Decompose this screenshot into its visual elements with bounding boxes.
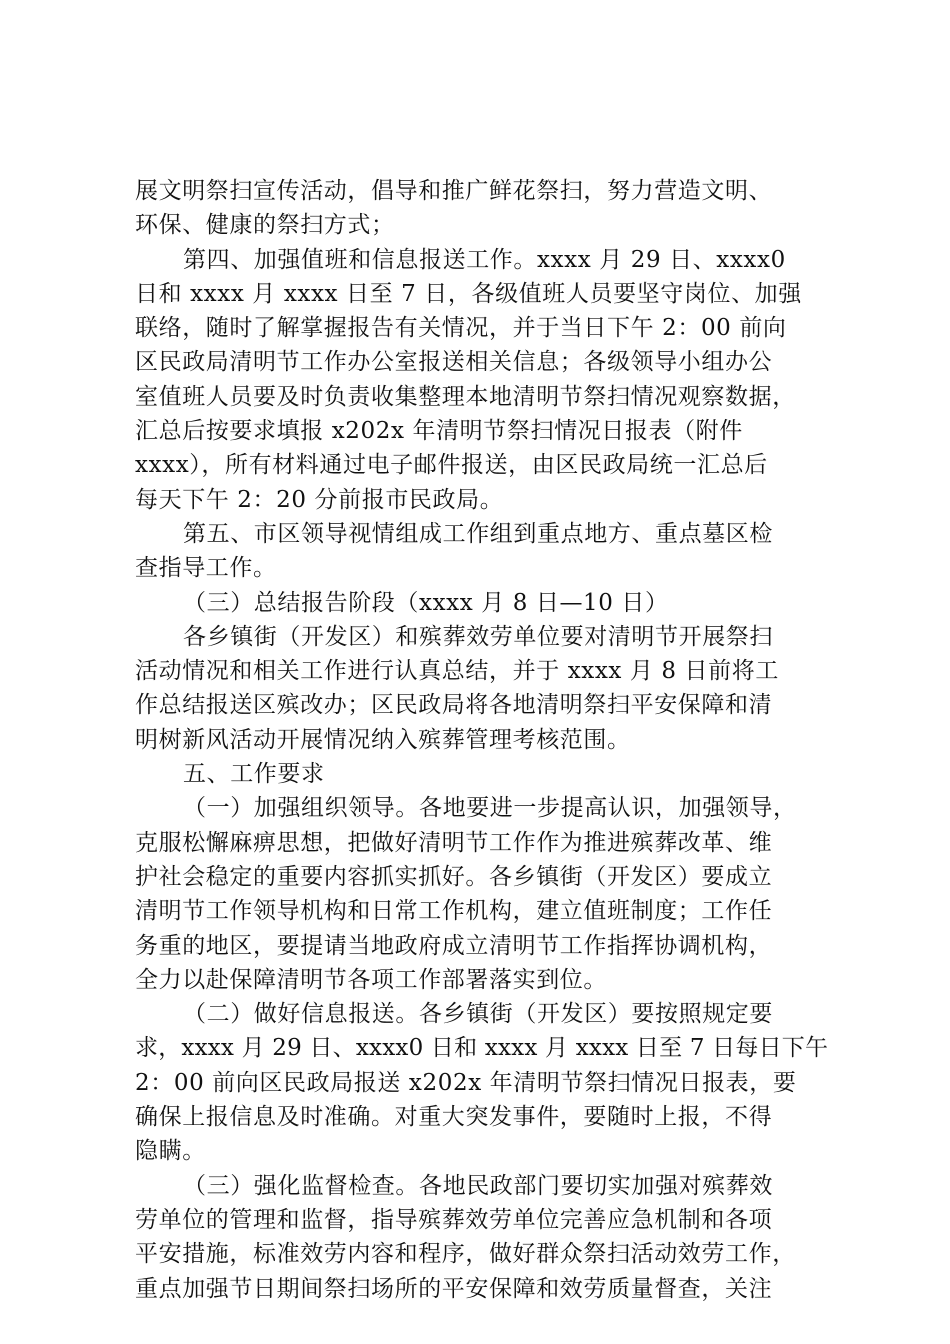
text-line: 明树新风活动开展情况纳入殡葬管理考核范围。 — [135, 726, 631, 753]
text-line: 清明节工作领导机构和日常工作机构，建立值班制度；工作任 — [135, 898, 773, 925]
text-line: 汇总后按要求填报 x202x 年清明节祭扫情况日报表（附件 — [135, 418, 743, 445]
text-line: 克服松懈麻痹思想，把做好清明节工作作为推进殡葬改革、维 — [135, 829, 773, 856]
text-line: 环保、健康的祭扫方式； — [135, 212, 395, 239]
text-line: 查指导工作。 — [135, 555, 277, 582]
paragraph-start-line: 第四、加强值班和信息报送工作。xxxx 月 29 日、xxxx0 — [183, 246, 786, 273]
text-line: 活动情况和相关工作进行认真总结，并于 xxxx 月 8 日前将工 — [135, 658, 779, 685]
text-line: 作总结报送区殡改办；区民政局将各地清明祭扫平安保障和清 — [135, 692, 773, 719]
text-line: 确保上报信息及时准确。对重大突发事件，要随时上报，不得 — [135, 1104, 773, 1131]
text-line: 隐瞒。 — [135, 1138, 206, 1165]
text-line: 每天下午 2：20 分前报市民政局。 — [135, 486, 504, 513]
paragraph-start-line: 各乡镇街（开发区）和殡葬效劳单位要对清明节开展祭扫 — [183, 623, 773, 650]
text-line: 求，xxxx 月 29 日、xxxx0 日和 xxxx 月 xxxx 日至 7 日每日下午 — [135, 1035, 829, 1062]
text-line: 联络，随时了解掌握报告有关情况，并于当日下午 2：00 前向 — [135, 315, 787, 342]
section-heading: （三）总结报告阶段（xxxx 月 8 日—10 日） — [183, 589, 669, 616]
section-heading: 五、工作要求 — [183, 761, 325, 788]
document-body — [135, 174, 830, 1306]
text-line: 全力以赴保障清明节各项工作部署落实到位。 — [135, 966, 607, 993]
text-line: xxxx），所有材料通过电子邮件报送，由区民政局统一汇总后 — [135, 452, 768, 479]
paragraph-start-line: （一）加强组织领导。各地要进一步提高认识，加强领导， — [183, 795, 797, 822]
text-line: 展文明祭扫宣传活动，倡导和推广鲜花祭扫，努力营造文明、 — [135, 178, 773, 204]
paragraph-start-line: （二）做好信息报送。各乡镇街（开发区）要按照规定要 — [183, 1001, 773, 1028]
text-line: 室值班人员要及时负责收集整理本地清明节祭扫情况观察数据， — [135, 383, 796, 410]
text-line: 平安措施，标准效劳内容和程序，做好群众祭扫活动效劳工作， — [135, 1241, 796, 1268]
text-line: 重点加强节日期间祭扫场所的平安保障和效劳质量督查，关注 — [135, 1275, 773, 1302]
paragraph-start-line: 第五、市区领导视情组成工作组到重点地方、重点墓区检 — [183, 520, 773, 547]
text-line: 2：00 前向区民政局报送 x202x 年清明节祭扫情况日报表，要 — [135, 1069, 797, 1096]
text-line: 劳单位的管理和监督，指导殡葬效劳单位完善应急机制和各项 — [135, 1206, 773, 1233]
text-line: 日和 xxxx 月 xxxx 日至 7 日，各级值班人员要坚守岗位、加强 — [135, 280, 802, 307]
text-line: 区民政局清明节工作办公室报送相关信息；各级领导小组办公 — [135, 349, 773, 376]
text-line: 护社会稳定的重要内容抓实抓好。各乡镇街（开发区）要成立 — [135, 863, 773, 890]
text-line: 务重的地区，要提请当地政府成立清明节工作指挥协调机构， — [135, 932, 773, 959]
paragraph-start-line: （三）强化监督检查。各地民政部门要切实加强对殡葬效 — [183, 1172, 773, 1199]
